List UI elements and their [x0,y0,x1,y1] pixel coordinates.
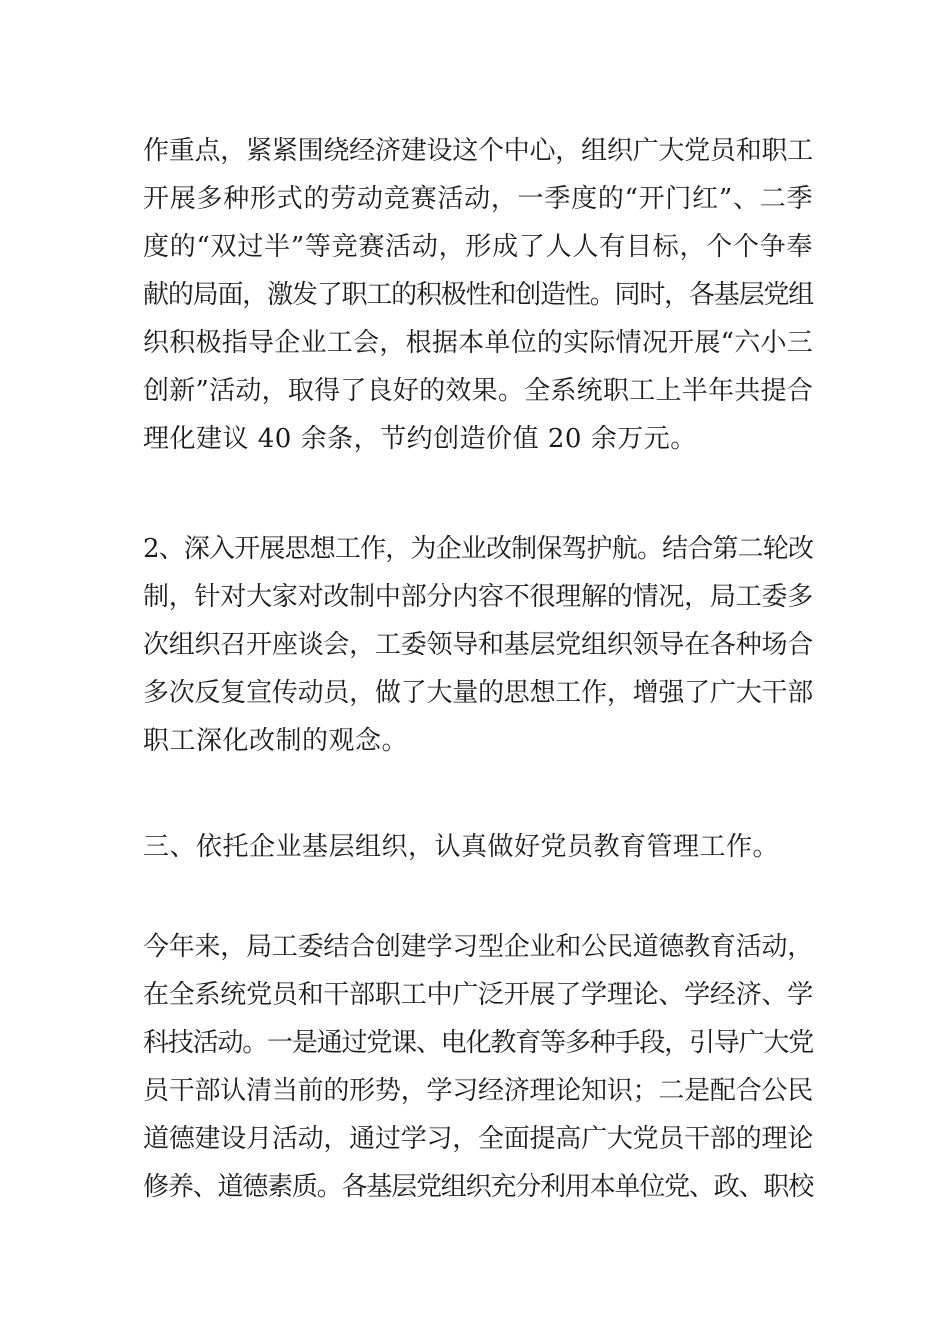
text-line: 开展多种形式的劳动竞赛活动，一季度的“开门红”、二季 [143,184,813,214]
paragraph-ideological-work [143,525,813,765]
paragraph-labor-competition [143,127,813,463]
text-line: 献的局面，激发了职工的积极性和创造性。同时，各基层党组 [143,280,813,310]
text-line: 道德建设月活动，通过学习，全面提高广大党员干部的理论 [143,1124,813,1154]
text-line: 2、深入开展思想工作，为企业改制保驾护航。结合第二轮改 [143,534,813,564]
text-line: 次组织召开座谈会，工委领导和基层党组织领导在各种场合 [143,630,813,660]
section-heading-3 [143,823,813,871]
text-line: 科技活动。一是通过党课、电化教育等多种手段，引导广大党 [143,1028,813,1058]
text-line: 职工深化改制的观念。 [143,726,409,756]
text-line: 在全系统党员和干部职工中广泛开展了学理论、学经济、学 [143,980,813,1010]
text-line: 今年来，局工委结合创建学习型企业和公民道德教育活动， [143,932,813,962]
paragraph-party-education [143,923,813,1211]
text-line: 理化建议 40 余条，节约创造价值 20 余万元。 [143,424,697,454]
text-line: 员干部认清当前的形势，学习经济理论知识；二是配合公民 [143,1076,813,1106]
text-line: 多次反复宣传动员，做了大量的思想工作，增强了广大干部 [143,678,813,708]
text-line: 制，针对大家对改制中部分内容不很理解的情况，局工委多 [143,582,813,612]
text-line: 修养、道德素质。各基层党组织充分利用本单位党、政、职校 [143,1172,813,1202]
text-line: 三、依托企业基层组织，认真做好党员教育管理工作。 [143,832,780,862]
text-line: 织积极指导企业工会，根据本单位的实际情况开展“六小三 [143,328,813,358]
text-line: 作重点，紧紧围绕经济建设这个中心，组织广大党员和职工 [143,136,813,166]
text-line: 创新”活动，取得了良好的效果。全系统职工上半年共提合 [143,376,813,406]
text-line: 度的“双过半”等竞赛活动，形成了人人有目标，个个争奉 [143,232,813,262]
